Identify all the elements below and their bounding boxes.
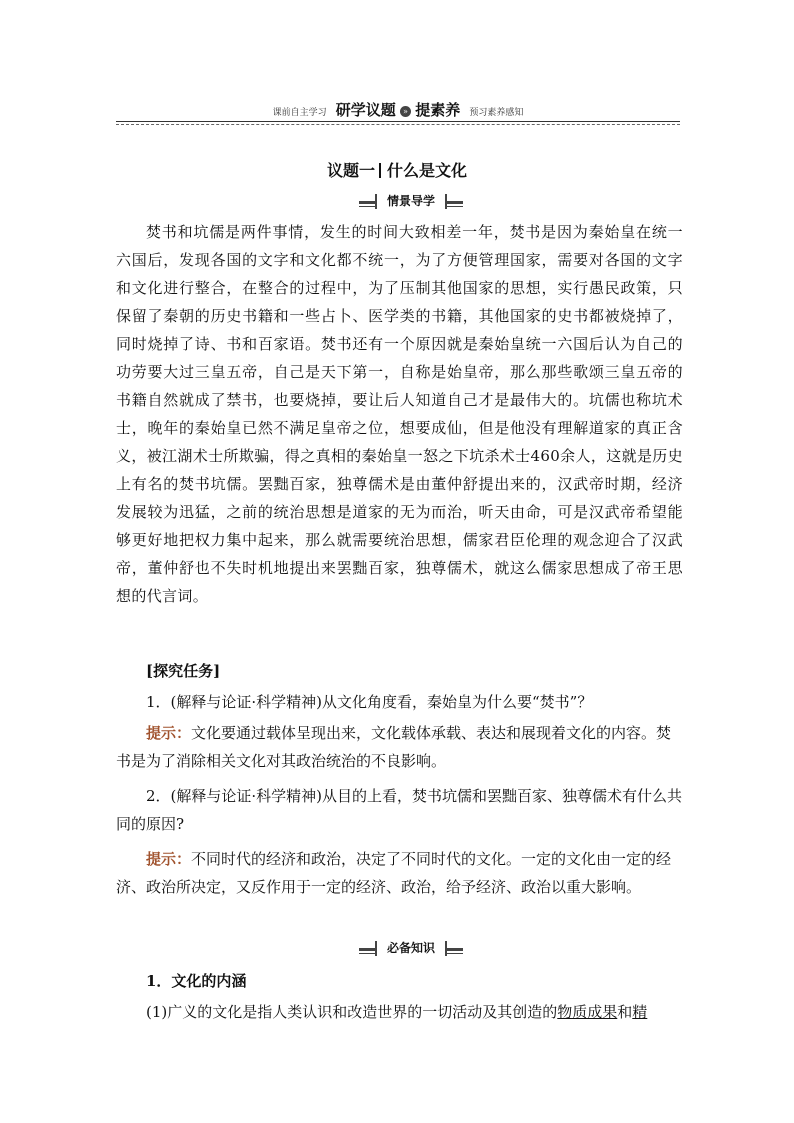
header-prefix: 课前自主学习: [272, 108, 327, 118]
header-title-a: 研学议题: [335, 101, 396, 119]
answer-1: [116, 719, 683, 775]
chevron-icon: »: [400, 106, 411, 117]
underlined-term: 物质成果: [557, 1003, 618, 1021]
knowledge-text-part: 和: [617, 1003, 633, 1021]
header-rule: [116, 121, 680, 122]
section-banner-situation: [359, 194, 463, 210]
hint-label: 提示：: [146, 724, 192, 742]
page-header: [116, 100, 680, 122]
header-title-b: 提素养: [415, 101, 461, 119]
knowledge-text-1: [116, 998, 683, 1026]
header-dashed-rule: [116, 124, 680, 125]
tasks-heading: [探究任务]: [146, 662, 221, 680]
knowledge-text-part: (1)广义的文化是指人类认识和改造世界的一切活动及其创造的: [146, 1003, 558, 1021]
header-suffix: 预习素养感知: [469, 108, 524, 118]
underlined-term: 精: [632, 1003, 648, 1021]
answer-2: [116, 845, 683, 901]
question-2-text: 2．(解释与论证·科学精神)从目的上看，焚书坑儒和罢黜百家、独尊儒术有什么共同的原因?: [116, 787, 683, 833]
banner-label: 情景导学: [375, 194, 447, 209]
question-1: [116, 688, 683, 716]
answer-1-text: 文化要通过载体呈现出来，文化载体承载、表达和展现着文化的内容。焚书是为了消除相关文化对其政治统治的不良影响。: [116, 724, 672, 770]
knowledge-heading-1: 1．文化的内涵: [146, 972, 247, 990]
banner-label: 必备知识: [375, 941, 447, 956]
topic-title: [0, 158, 794, 181]
question-2: [116, 782, 683, 838]
topic-separator: [379, 163, 381, 178]
answer-2-text: 不同时代的经济和政治，决定了不同时代的文化。一定的文化由一定的经济、政治所决定，又反作用于一定的经济、政治，给予经济、政治以重大影响。: [116, 850, 672, 896]
question-1-text: 1．(解释与论证·科学精神)从文化角度看，秦始皇为什么要“焚书”？: [146, 693, 593, 711]
topic-number: 议题一: [326, 161, 375, 180]
section-banner-knowledge: [359, 941, 463, 957]
header-title-row: [116, 100, 680, 123]
topic-name: 什么是文化: [387, 161, 468, 180]
story-paragraph: 焚书和坑儒是两件事情，发生的时间大致相差一年，焚书是因为秦始皇在统一六国后，发现各国的文字和文化都不统一，为了方便管理国家，需要对各国的文字和文化进行整合，在整合的过程中，为了压制其他国家的思想，实行愚民政策，只保留了秦朝的历史书籍和一些占卜、医学类的书籍，其他国家的史书都被烧掉了，同时烧掉了诗、书和百家语。焚书还有一个原因就是秦始皇统一六国后认为自己的功劳要大过三皇五帝，自己是天下第一，自称是始皇帝，那么那些歌颂三皇五帝的书籍自然就成了禁书，也要烧掉，要让后人知道自己才是最伟大的。坑儒也称坑术士，晚年的秦始皇已然不满足皇帝之位，想要成仙，但是他没有理解道家的真正含义，被江湖术士所欺骗，得之真相的秦始皇一怒之下坑杀术士460余人，这就是历史上有名的焚书坑儒。罢黜百家，独尊儒术是由董仲舒提出来的，汉武帝时期，经济发展较为迅猛，之前的统治思想是道家的无为而治，听天由命，可是汉武帝希望能够更好地把权力集中起来，那么就需要统治思想，儒家君臣伦理的观念迎合了汉武帝，董仲舒也不失时机地提出来罢黜百家，独尊儒术，就这么儒家思想成了帝王思想的代言词。: [116, 223, 683, 605]
hint-label: 提示：: [146, 850, 192, 868]
